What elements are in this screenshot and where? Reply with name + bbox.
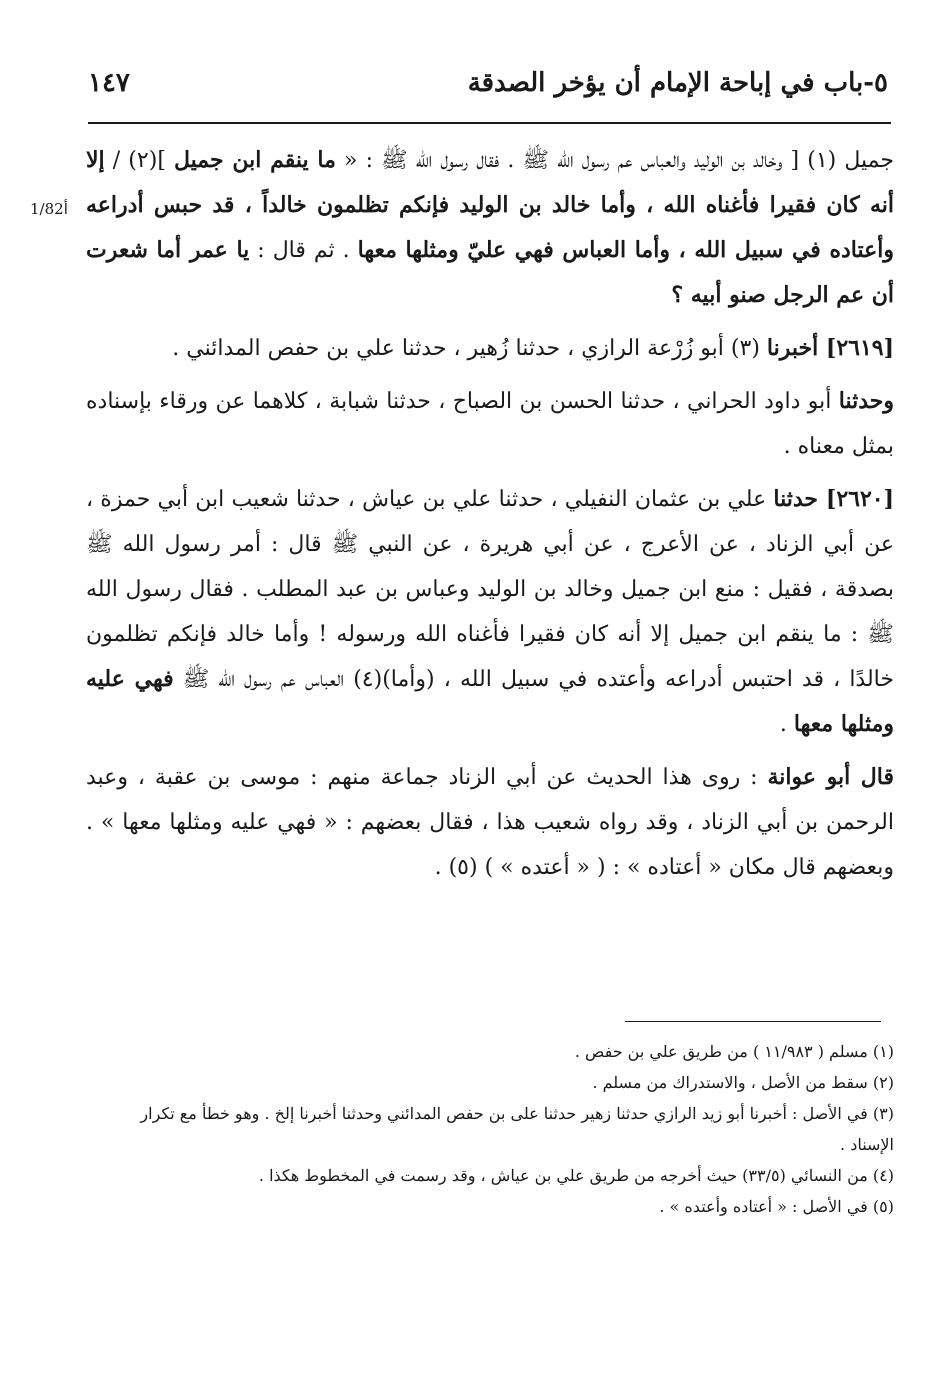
- text-run: (٣): [730, 336, 760, 361]
- bold-text: فهي عليه ومثلها معها: [86, 666, 894, 737]
- bold-text: وحدثنا: [838, 388, 894, 414]
- paragraph: [86, 379, 894, 469]
- footnote: (٣) في الأصل : أخبرنا أبو زيد الرازي حدثنا زهير حدثنا على بن حفص المدائني وحدثنا أخبرنا إلخ . وهو خطأ مع تكرار الإسناد .: [140, 1104, 894, 1154]
- paragraph: [86, 326, 894, 371]
- text-run: أبو زُرْعة الرازي ، حدثنا زُهير ، حدثنا علي بن حفص المدائني .: [172, 336, 731, 361]
- text-run: العباس عم رسول الله ﷺ: [173, 667, 354, 692]
- text-run: (١): [807, 148, 837, 173]
- text-run: /: [104, 148, 129, 173]
- footnote-rule: [625, 1021, 881, 1022]
- text-run: ]: [157, 148, 174, 173]
- text-run: : روى هذا الحديث عن أبي الزناد جماعة منهم : موسى بن عقبة ، وعبد الرحمن بن أبي الزناد ، وقد رواه شعيب هذا ، فقال بعضهم : « فهي عليه ومثلها معها » . وبعضهم قال مكان « أعتاده » : ( « أعتده » ): [86, 765, 894, 880]
- page-header: [88, 62, 888, 112]
- footnote: (٢) سقط من الأصل ، والاستدراك من مسلم .: [592, 1073, 894, 1092]
- text-run: .: [434, 855, 449, 880]
- footnote: (١) مسلم ( ١١/٩٨٣ ) من طريق علي بن حفص .: [574, 1042, 894, 1061]
- text-run: .: [779, 712, 794, 737]
- bold-text: قال أبو عوانة: [767, 764, 894, 790]
- text-run: علي بن عثمان النفيلي ، حدثنا علي بن عياش ، حدثنا شعيب ابن أبي حمزة ، عن أبي الزناد ، عن الأعرج ، عن أبي هريرة ، عن النبي ﷺ قال : أمر رسول الله ﷺ بصدقة ، فقيل : منع ابن جميل وخالد بن الوليد وعباس بن عبد المطلب . فقال رسول الله ﷺ : ما ينقم ابن جميل إلا أنه كان فقيرا فأغناه الله ورسوله ! وأما خالد فإنكم تظلمون خالدًا ، قد احتبس أدراعه وأعتده في سبيل الله ، (وأما): [86, 487, 895, 692]
- text-run: (٢): [128, 148, 158, 173]
- bold-text: يا عمر أما شعرت أن عم الرجل صنو أبيه ؟: [86, 237, 894, 308]
- paragraph: [86, 477, 894, 747]
- paragraph: [86, 755, 894, 890]
- text-run: أبو داود الحراني ، حدثنا الحسن بن الصباح ، حدثنا شبابة ، كلاهما عن ورقاء بإسناده بمثل معناه .: [86, 389, 894, 459]
- text-run: [760, 336, 767, 361]
- chapter-title: ٥-باب في إباحة الإمام أن يؤخر الصدقة: [467, 68, 888, 98]
- header-rule: [88, 122, 891, 124]
- bold-text: إلا أنه كان فقيرا فأغناه الله ، وأما خالد بن الوليد فإنكم تظلمون خالداً ، قد حبس أدراعه وأعتاده في سبيل الله ، وأما العباس فهي عليّ ومثلها معها: [86, 147, 894, 263]
- bold-text: ما ينقم ابن جميل: [174, 147, 336, 173]
- footnote: (٤) من النسائي (٣٣/٥) حيث أخرجه من طريق علي بن عياش ، وقد رسمت في المخطوط هكذا .: [258, 1166, 894, 1185]
- text-run: . ثم قال :: [249, 238, 358, 263]
- bold-text: [٢٦٢٠] حدثنا: [773, 486, 894, 512]
- text-run: (٤): [353, 667, 383, 692]
- page-number: ١٤٧: [88, 68, 130, 98]
- manuscript-folio-note: 1/82أ: [30, 200, 68, 218]
- footnotes: [112, 1036, 894, 1222]
- bold-text: [٢٦١٩] أخبرنا: [766, 335, 894, 361]
- text-run: (٥): [448, 855, 478, 880]
- footnote: (٥) في الأصل : « أعتاده وأعتده » .: [659, 1197, 894, 1216]
- text-run: [ وخالد بن الوليد والعباس عم رسول الله ﷺ . فقال رسول الله ﷺ : «: [335, 148, 808, 173]
- paragraph: [86, 138, 894, 318]
- text-run: جميل: [836, 148, 894, 173]
- main-text: [86, 138, 894, 898]
